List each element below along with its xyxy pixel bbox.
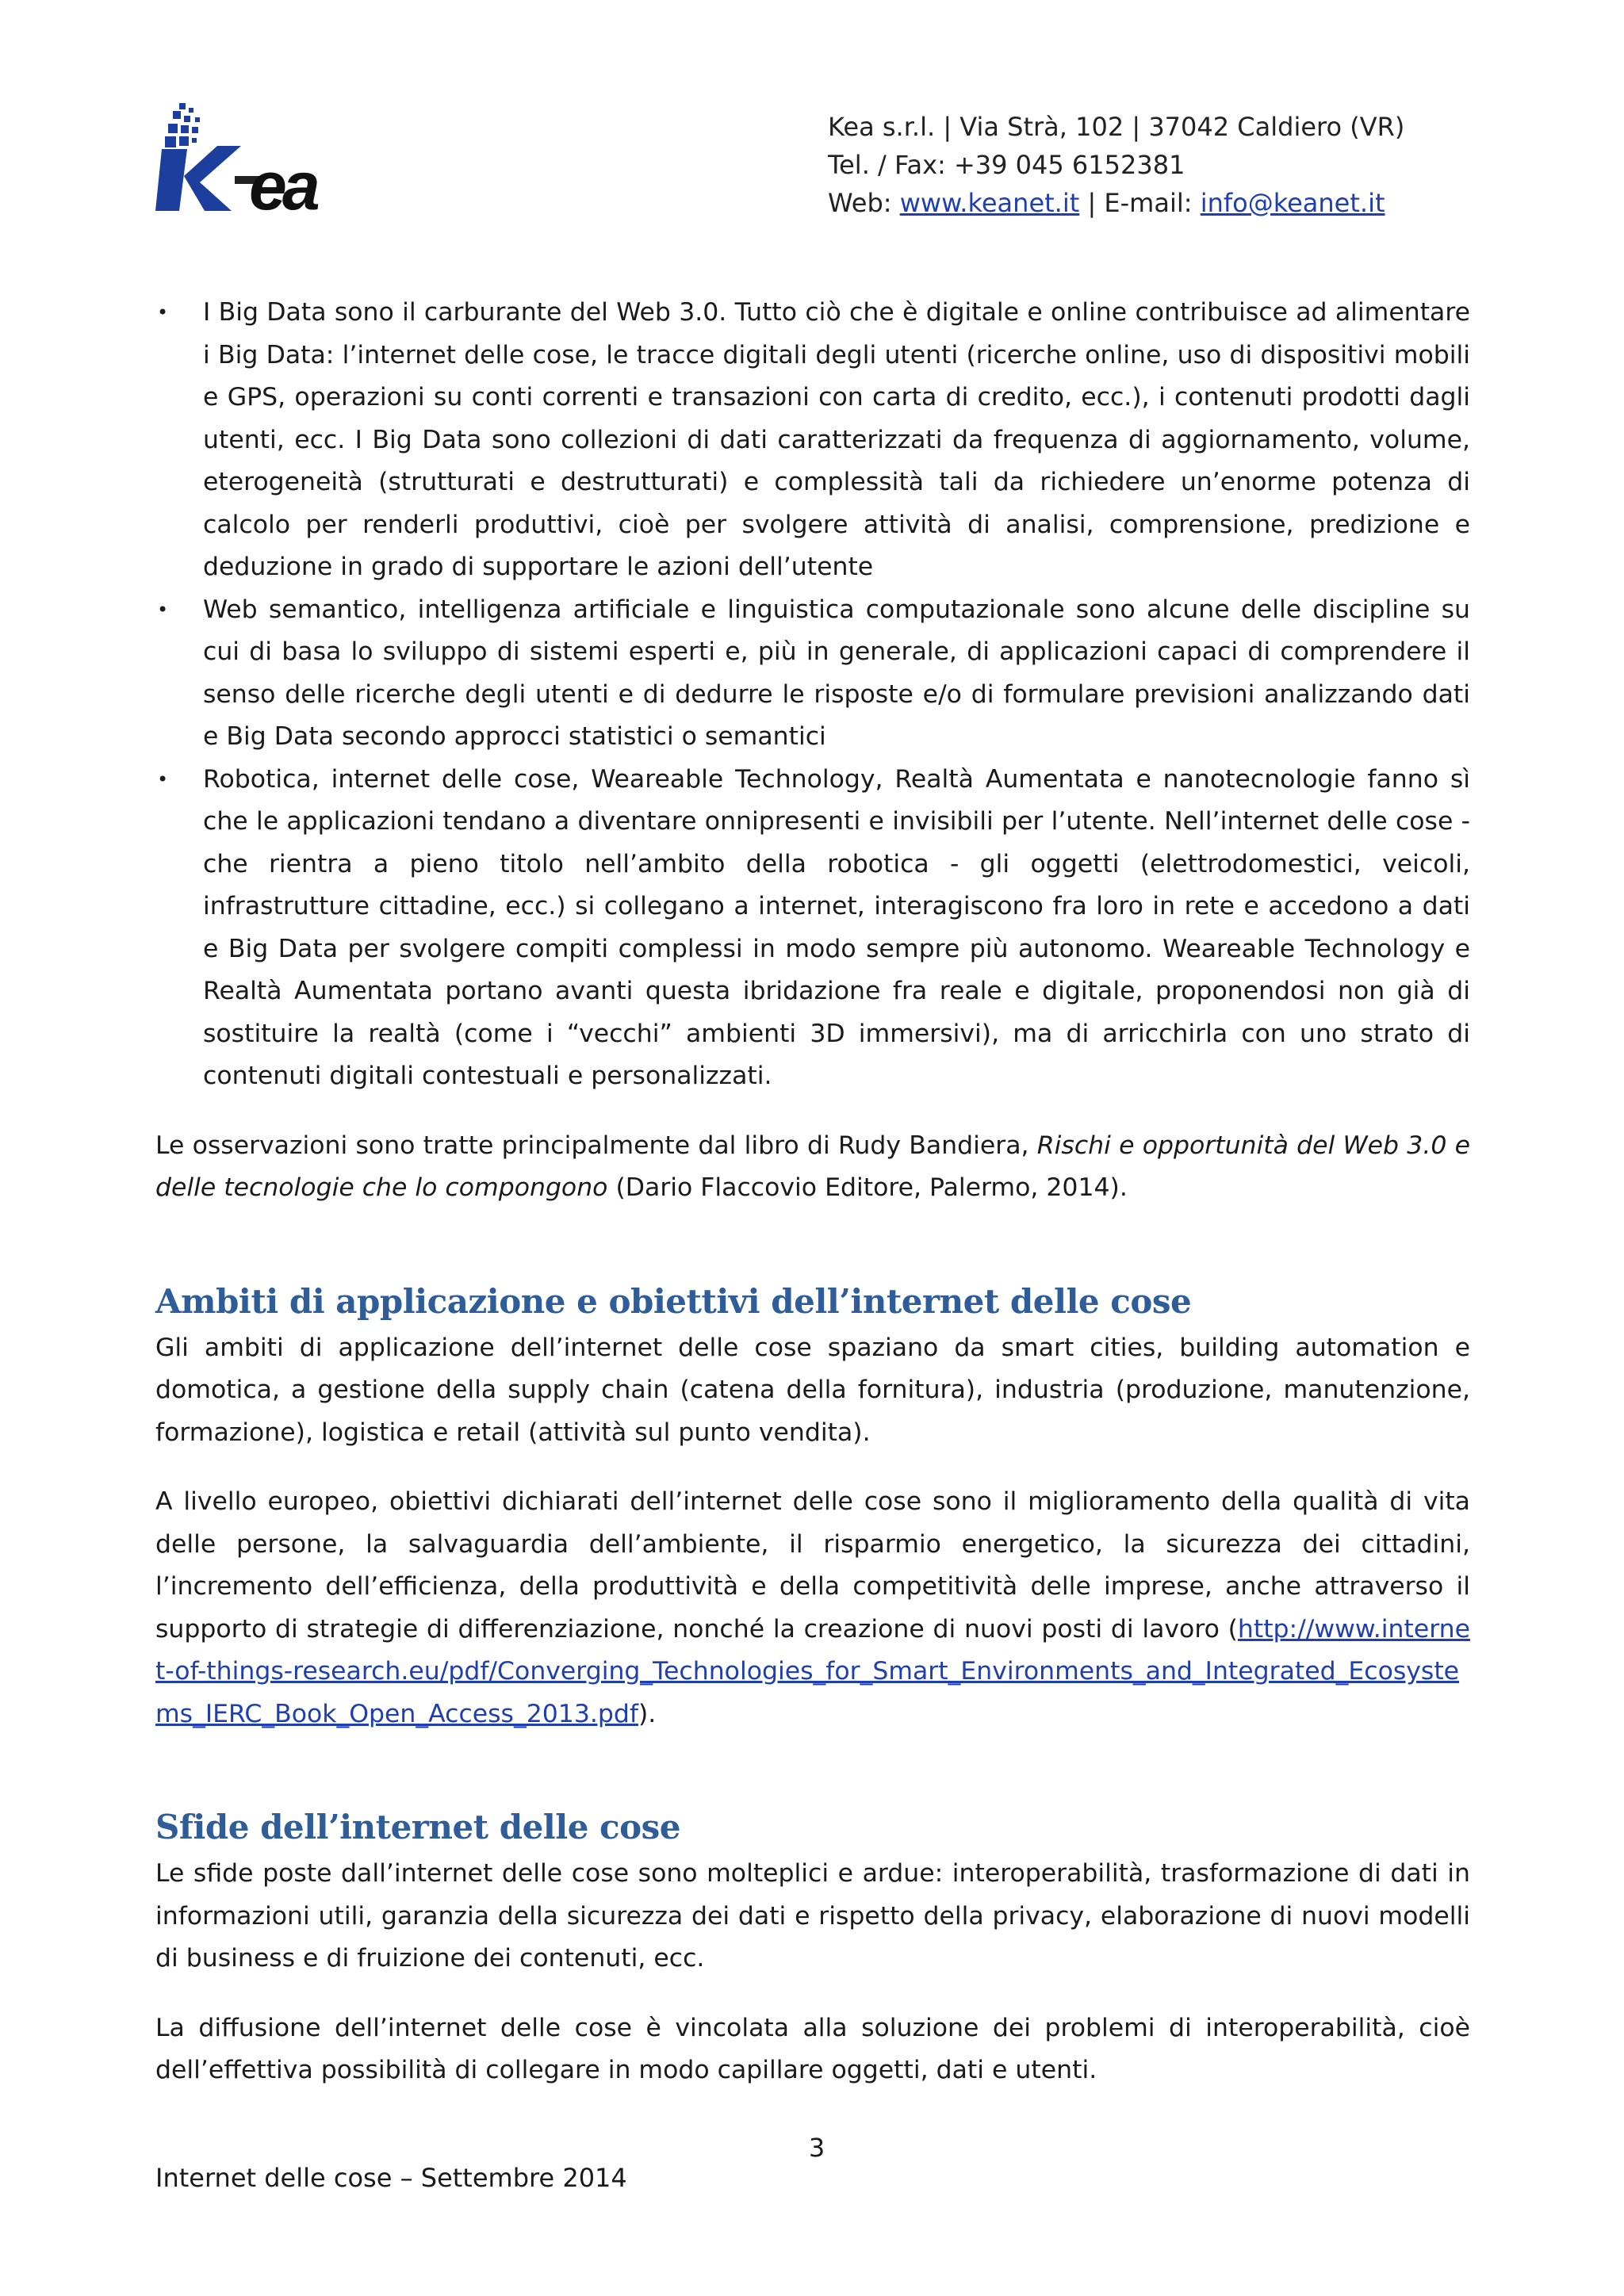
list-item-text: I Big Data sono il carburante del Web 3.0. Tutto ciò che è digitale e online contribuisce ad alimentare i Big Data: l’internet delle cose, le tracce digitali degli utenti (ricerche online, uso di dispositivi mobili e GPS, operazioni su conti correnti e transazioni con carta di credito, ecc.), i contenuti prodotti dagli utenti, ecc. I Big Data sono collezioni di dati caratterizzati da frequenza di aggiornamento, volume, eterogeneità (strutturati e destrutturati) e complessità tali da richiedere un’enorme potenza di calcolo per renderli produttivi, cioè per svolgere attività di analisi, comprensione, predizione e deduzione in grado di supportare le azioni dell’utente	[203, 298, 1470, 581]
bullet-list	[155, 292, 1470, 1098]
list-item	[155, 759, 1470, 1098]
section-heading-challenges: Sfide dell’internet delle cose	[155, 1808, 681, 1846]
book-title: Rischi e opportunità del Web 3.0 e delle tecnologie che lo compongono	[155, 1131, 1471, 1202]
paragraph-text: A livello europeo, obiettivi dichiarati dell’internet delle cose sono il miglioramento della qualità di vita delle persone, la salvaguardia dell’ambiente, il risparmio energetico, la sicurezza dei cittadini, l’incremento dell’efficienza, della produttività e della competitività delle imprese, anche attraverso il supporto di strategie di differenziazione, nonché la creazione di nuovi posti di lavoro (	[155, 1487, 1470, 1644]
email-separator: | E-mail:	[1079, 188, 1201, 218]
bullet-icon: •	[157, 767, 169, 790]
page-number: 3	[808, 2133, 825, 2163]
paragraph: Le sfide poste dall’internet delle cose sono molteplici e ardue: interoperabilità, trasformazione di dati in informazioni utili, garanzia della sicurezza dei dati e rispetto della privacy, elaborazione di nuovi modelli di business e di fruizione dei contenuti, ecc.	[155, 1859, 1470, 1973]
source-paragraph	[155, 1125, 1470, 1210]
section-heading-applications: Ambiti di applicazione e obiettivi dell’internet delle cose	[155, 1281, 1192, 1321]
address-line: Kea s.r.l. | Via Strà, 102 | 37042 Caldiero (VR)	[828, 112, 1405, 142]
paragraph: Gli ambiti di applicazione dell’internet delle cose spaziano da smart cities, building automation e domotica, a gestione della supply chain (catena della fornitura), industria (produzione, manutenzione, formazione), logistica e retail (attività sul punto vendita).	[155, 1333, 1470, 1447]
bullet-icon: •	[157, 598, 169, 621]
svg-text:ea: ea	[249, 148, 316, 219]
source-publisher: (Dario Flaccovio Editore, Palermo, 2014).	[607, 1173, 1128, 1202]
web-email-line	[828, 184, 1404, 222]
list-item-text: Web semantico, intelligenza artificiale e linguistica computazionale sono alcune delle discipline su cui di basa lo sviluppo di sistemi esperti e, più in generale, di applicazioni capaci di comprendere il senso delle ricerche degli utenti e di dedurre le risposte e/o di formulare previsioni analizzando dati e Big Data secondo approcci statistici o semantici	[203, 595, 1470, 751]
paragraph-text: ).	[638, 1699, 657, 1728]
kea-logo	[155, 100, 346, 219]
list-item	[155, 589, 1470, 759]
email-link[interactable]: info@keanet.it	[1200, 188, 1385, 218]
list-item-text: Robotica, internet delle cose, Weareable Technology, Realtà Aumentata e nanotecnologie fanno sì che le applicazioni tendano a diventare onnipresenti e invisibili per l’utente. Nell’internet delle cose - che rientra a pieno titolo nell’ambito della robotica - gli oggetti (elettrodomestici, veicoli, infrastrutture cittadine, ecc.) si collegano a internet, interagiscono fra loro in rete e accedono a dati e Big Data per svolgere compiti complessi in modo sempre più autonomo. Weareable Technology e Realtà Aumentata portano avanti questa ibridazione fra reale e digitale, proponendosi non già di sostituire la realtà (come i “vecchi” ambienti 3D immersivi), ma di arricchirla con uno strato di contenuti digitali contestuali e personalizzati.	[203, 764, 1470, 1090]
bullet-icon: •	[157, 301, 169, 323]
website-link[interactable]: www.keanet.it	[899, 188, 1080, 218]
footer-text: Internet delle cose – Settembre 2014	[155, 2163, 627, 2193]
reference-link[interactable]: http://www.internet-of-things-research.eu/pdf/Converging_Technologies_for_Smart_Environments_and_Integrated_Ecosystems_IERC_Book_Open_Access_2013.pdf	[155, 1614, 1470, 1728]
source-text: Le osservazioni sono tratte principalmente dal libro di Rudy Bandiera,	[155, 1131, 1037, 1160]
paragraph: La diffusione dell’internet delle cose è vincolata alla soluzione dei problemi di interoperabilità, cioè dell’effettiva possibilità di collegare in modo capillare oggetti, dati e utenti.	[155, 2013, 1470, 2084]
document-body	[155, 292, 1470, 2092]
paragraph	[155, 1481, 1470, 1735]
web-label: Web:	[828, 188, 900, 218]
list-item	[155, 292, 1470, 589]
company-header	[828, 108, 1404, 222]
phone-line: Tel. / Fax: +39 045 6152381	[828, 150, 1185, 180]
